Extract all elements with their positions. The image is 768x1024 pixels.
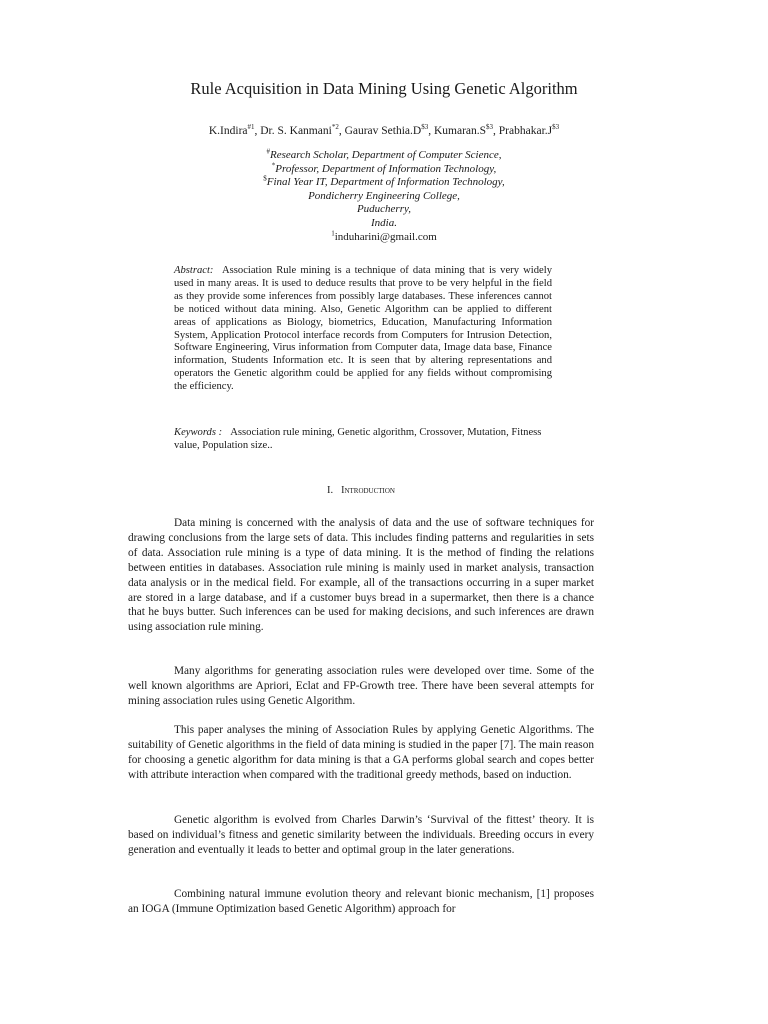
keywords-label: Keywords : [174,427,223,438]
author-name: Gaurav Sethia.D [344,125,422,137]
abstract-label: Abstract: [174,265,214,276]
author-superscript: $3 [421,123,429,132]
author-name: Kumaran.S [433,125,487,137]
author-email: $^1$induharini@gmail.com [331,228,437,243]
abstract [174,265,552,394]
body-paragraph: Combining natural immune evolution theory and relevant bionic mechanism, [1] proposes an IOGA (Immune Optimization based Genetic Algorithm) approach for [128,888,594,915]
section-number: I. [326,485,334,496]
affiliation-line: Pondicherry Engineering College, [308,189,460,202]
affiliation-line: Puducherry, [356,203,412,216]
affiliation-marker: 1 [331,228,335,237]
affiliation-line: *Professor, Department of Information Technology, [271,160,497,175]
author-name: Dr. S. Kanmani [260,125,332,137]
affiliation-block [180,149,588,244]
affiliation-marker: # [266,147,271,156]
affiliation-line: $Final Year IT, Department of Information Technology, [263,174,505,189]
author-superscript: *2 [331,123,339,132]
keywords [174,426,552,452]
author-name: Prabhakar.J [498,125,553,137]
author-superscript: $3 [486,123,494,132]
paper-title: Rule Acquisition in Data Mining Using Genetic Algorithm [190,79,578,98]
body-paragraph: Data mining is concerned with the analysis of data and the use of software techniques for drawing conclusions from the large sets of data. This includes finding patterns and regularities in sets of data. Association rule mining is a type of data mining. It is the method of finding the relations between entities in databases. Association rule mining is mainly used in market analysis, transaction data analysis or in the medical field. For example, all of the transactions occurring in a super market are stored in a large database, and if a customer buys bread in a supermarket, then there is a chance that he buys butter. Such inferences can be used for making decisions, and such inferences are drawn using association rule mining. [128,517,594,634]
affiliation-marker: $ [263,174,267,183]
affiliation-line: #Research Scholar, Department of Computer Science, [266,147,502,161]
affiliation-marker: * [271,160,276,169]
body-paragraph: Many algorithms for generating association rules were developed over time. Some of the well known algorithms are Apriori, Eclat and FP-Growth tree. There have been several attempts for mining association rules using Genetic Algorithm. [128,665,594,707]
author-list: K.Indira$^{\#1}$, Dr. S. Kanmani$^{*2}$, Gaurav $Sethia.D^{\$3}$, $Kumaran.S^{\$3}$, $Prabhakar.J^{\$3}$ [208,123,560,137]
section-heading [128,484,594,498]
abstract-text: Association Rule mining is a technique of data mining that is very widely used in many areas. It is used to deduce results that prove to be very helpful in the field as they provide some inferences from possibly large databases. These inferences cannot be noticed without data mining. Also, Genetic Algorithm can be applied to different areas of applications as Biology, biometrics, Education, Manufacturing Information System, Application Protocol interface records from Computers for Intrusion Detection, Software Engineering, Virus information from Computer data, Image data base, Finance information, Students Information etc. It is seen that by altering representations and operators the Genetic algorithm could be applied for any fields without compromising the efficiency. [174,265,552,393]
author-superscript: $3 [552,123,560,132]
author-superscript: #1 [247,123,255,132]
body-paragraph: This paper analyses the mining of Association Rules by applying Genetic Algorithms. The suitability of Genetic algorithms in the field of data mining is studied in the paper [7]. The main reason for choosing a genetic algorithm for data mining is that a GA performs global search and copes better with attribute interaction when compared with the traditional greedy methods, based on induction. [128,724,594,781]
author-name: K.Indira [208,125,248,137]
section-title: Introduction [341,485,395,496]
body-paragraph: Genetic algorithm is evolved from Charles Darwin’s ‘Survival of the fittest’ theory. It is based on individual’s fitness and genetic similarity between the individuals. Breeding occurs in every generation and eventually it leads to better and optimal group in the later generations. [128,814,594,856]
affiliation-line: India. [371,216,397,229]
keywords-text: Association rule mining, Genetic algorithm, Crossover, Mutation, Fitness value, Population size.. [174,427,542,451]
